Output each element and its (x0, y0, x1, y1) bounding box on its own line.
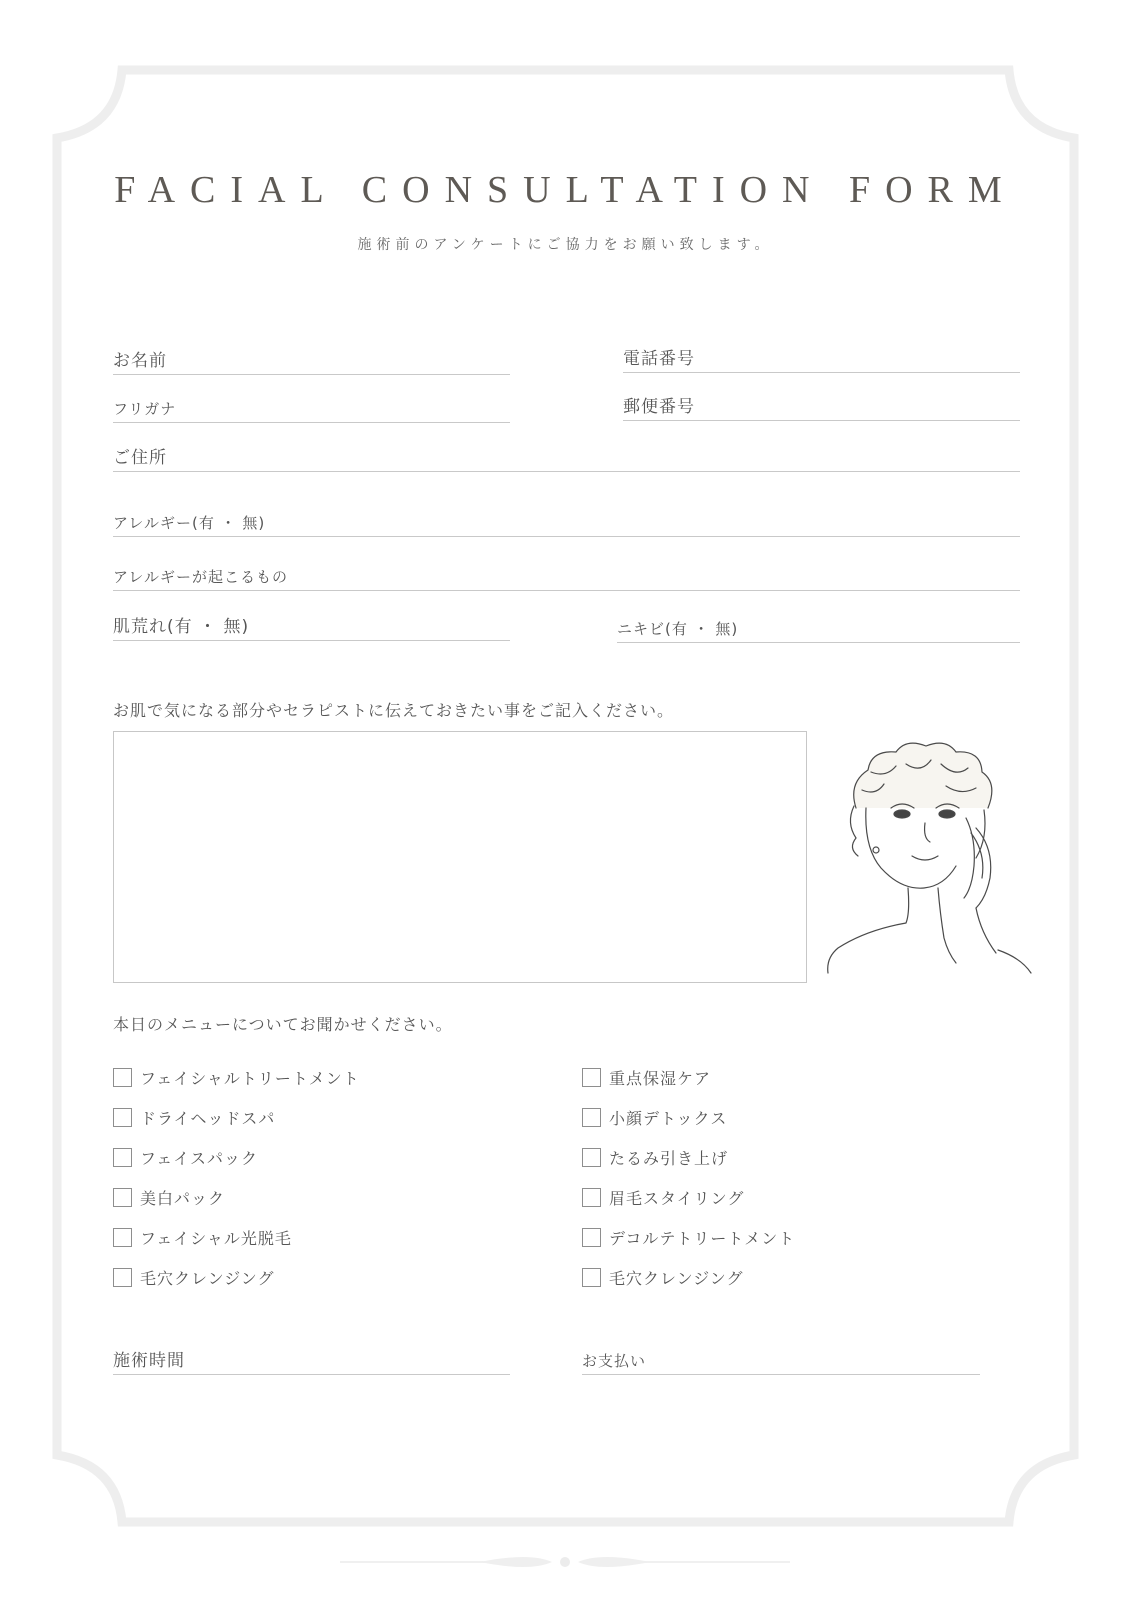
checkbox[interactable] (113, 1068, 132, 1087)
checkbox[interactable] (582, 1148, 601, 1167)
menu-option[interactable] (113, 1265, 274, 1289)
menu-option-label: フェイスパック (140, 1148, 259, 1168)
treatment-time-field[interactable] (113, 1344, 510, 1375)
menu-option[interactable] (113, 1185, 225, 1209)
menu-option-label: 毛穴クレンジング (140, 1268, 275, 1288)
rough-skin-label: 肌荒れ(有 ・ 無) (113, 617, 250, 637)
name-label: お名前 (113, 351, 167, 371)
menu-option[interactable] (113, 1065, 360, 1089)
notes-textarea[interactable] (113, 731, 807, 983)
address-field[interactable] (113, 441, 1020, 472)
payment-field[interactable] (582, 1344, 980, 1375)
menu-label: 本日のメニューについてお聞かせください。 (113, 1015, 453, 1034)
menu-option-label: たるみ引き上げ (609, 1148, 729, 1168)
phone-label: 電話番号 (623, 349, 695, 369)
acne-field[interactable] (617, 612, 1020, 643)
menu-option-label: 毛穴クレンジング (609, 1268, 744, 1288)
treatment-time-label: 施術時間 (113, 1351, 185, 1371)
menu-option-label: フェイシャル光脱毛 (140, 1228, 292, 1248)
postal-label: 郵便番号 (623, 397, 695, 417)
menu-option[interactable] (582, 1265, 743, 1289)
menu-option-label: デコルテトリートメント (609, 1228, 796, 1248)
form-title: FACIAL CONSULTATION FORM (114, 169, 1017, 211)
allergy-cause-label: アレルギーが起こるもの (113, 568, 289, 586)
allergy-label: アレルギー(有 ・ 無) (113, 514, 266, 532)
form-subtitle: 施術前のアンケートにご協力をお願い致します。 (357, 237, 774, 253)
menu-option-label: ドライヘッドスパ (140, 1108, 276, 1128)
menu-option[interactable] (113, 1145, 258, 1169)
allergy-cause-field[interactable] (113, 560, 1020, 591)
menu-option[interactable] (582, 1065, 711, 1089)
checkbox[interactable] (113, 1148, 132, 1167)
name-field[interactable] (113, 344, 510, 375)
acne-label: ニキビ(有 ・ 無) (617, 620, 739, 638)
postal-field[interactable] (623, 390, 1020, 421)
menu-option[interactable] (582, 1225, 795, 1249)
menu-option[interactable] (113, 1105, 275, 1129)
allergy-field[interactable] (113, 506, 1020, 537)
menu-option-label: 小顔デトックス (609, 1108, 728, 1128)
furigana-label: フリガナ (113, 400, 177, 418)
menu-option[interactable] (582, 1105, 727, 1129)
notes-label: お肌で気になる部分やセラピストに伝えておきたい事をご記入ください。 (113, 701, 675, 720)
checkbox[interactable] (113, 1188, 132, 1207)
phone-field[interactable] (623, 342, 1020, 373)
checkbox[interactable] (113, 1268, 132, 1287)
menu-option-label: 眉毛スタイリング (609, 1188, 745, 1208)
checkbox[interactable] (582, 1108, 601, 1127)
menu-option-label: フェイシャルトリートメント (140, 1068, 360, 1088)
checkbox[interactable] (582, 1228, 601, 1247)
menu-option[interactable] (582, 1145, 728, 1169)
address-label: ご住所 (113, 448, 167, 468)
payment-label: お支払い (582, 1352, 647, 1370)
woman-face-illustration (826, 738, 1036, 978)
furigana-field[interactable] (113, 392, 510, 423)
rough-skin-field[interactable] (113, 610, 510, 641)
checkbox[interactable] (582, 1188, 601, 1207)
menu-option[interactable] (113, 1225, 292, 1249)
checkbox[interactable] (113, 1108, 132, 1127)
menu-option-label: 重点保湿ケア (609, 1068, 712, 1088)
checkbox[interactable] (582, 1068, 601, 1087)
checkbox[interactable] (582, 1268, 601, 1287)
menu-option-label: 美白パック (140, 1188, 226, 1208)
checkbox[interactable] (113, 1228, 132, 1247)
menu-option[interactable] (582, 1185, 744, 1209)
